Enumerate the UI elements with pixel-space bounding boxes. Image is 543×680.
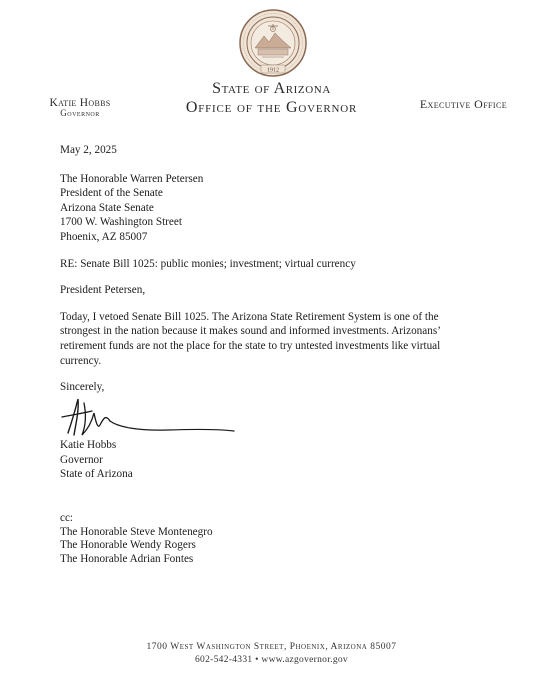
body-paragraph	[60, 310, 480, 368]
cc-label: cc:	[60, 512, 74, 524]
great-seal-of-arizona-icon	[238, 8, 308, 78]
executive-office-label: Executive Office	[419, 97, 507, 111]
recipient-line: 1700 W. Washington Street	[60, 216, 182, 229]
office-name: Office of the Governor	[185, 99, 358, 116]
closing: Sincerely,	[60, 381, 105, 394]
cc-item: The Honorable Wendy Rogers	[60, 539, 196, 552]
body-line: retirement funds are not the place for the state to try untested investments like virtual	[60, 339, 441, 352]
cc-item: The Honorable Adrian Fontes	[60, 552, 194, 565]
body-line: Today, I vetoed Senate Bill 1025. The Arizona State Retirement System is one of the	[60, 310, 439, 323]
letter-date: May 2, 2025	[60, 144, 117, 156]
recipient-address	[60, 172, 480, 245]
body-line: currency.	[60, 354, 102, 367]
signer-block	[60, 438, 133, 482]
recipient-line: The Honorable Warren Petersen	[60, 172, 204, 185]
recipient-line: Phoenix, AZ 85007	[60, 230, 148, 243]
governor-name: Katie Hobbs	[49, 97, 111, 109]
footer-address: 1700 West Washington Street, Phoenix, Arizona 85007	[146, 642, 397, 652]
letterhead-left	[30, 97, 130, 118]
re-line: RE: Senate Bill 1025: public monies; investment; virtual currency	[60, 257, 356, 270]
governor-title: Governor	[60, 108, 100, 118]
footer-contact: 602-542-4331 • www.azgovernor.gov	[195, 655, 348, 665]
seal-year: 1912	[267, 67, 279, 74]
letter-footer	[0, 642, 543, 665]
signer-title: Governor	[60, 453, 103, 466]
recipient-line: President of the Senate	[60, 187, 163, 200]
recipient-line: Arizona State Senate	[60, 201, 154, 214]
cc-list	[60, 512, 213, 566]
salutation: President Petersen,	[60, 284, 146, 297]
state-name: State of Arizona	[212, 80, 331, 97]
body-line: strongest in the nation because it makes sound and informed investments. Arizonans’	[60, 325, 441, 338]
handwritten-signature	[58, 393, 238, 441]
signer-name: Katie Hobbs	[60, 439, 117, 451]
cc-item: The Honorable Steve Montenegro	[60, 525, 213, 538]
signer-state: State of Arizona	[60, 468, 133, 481]
letter-body	[60, 143, 480, 395]
